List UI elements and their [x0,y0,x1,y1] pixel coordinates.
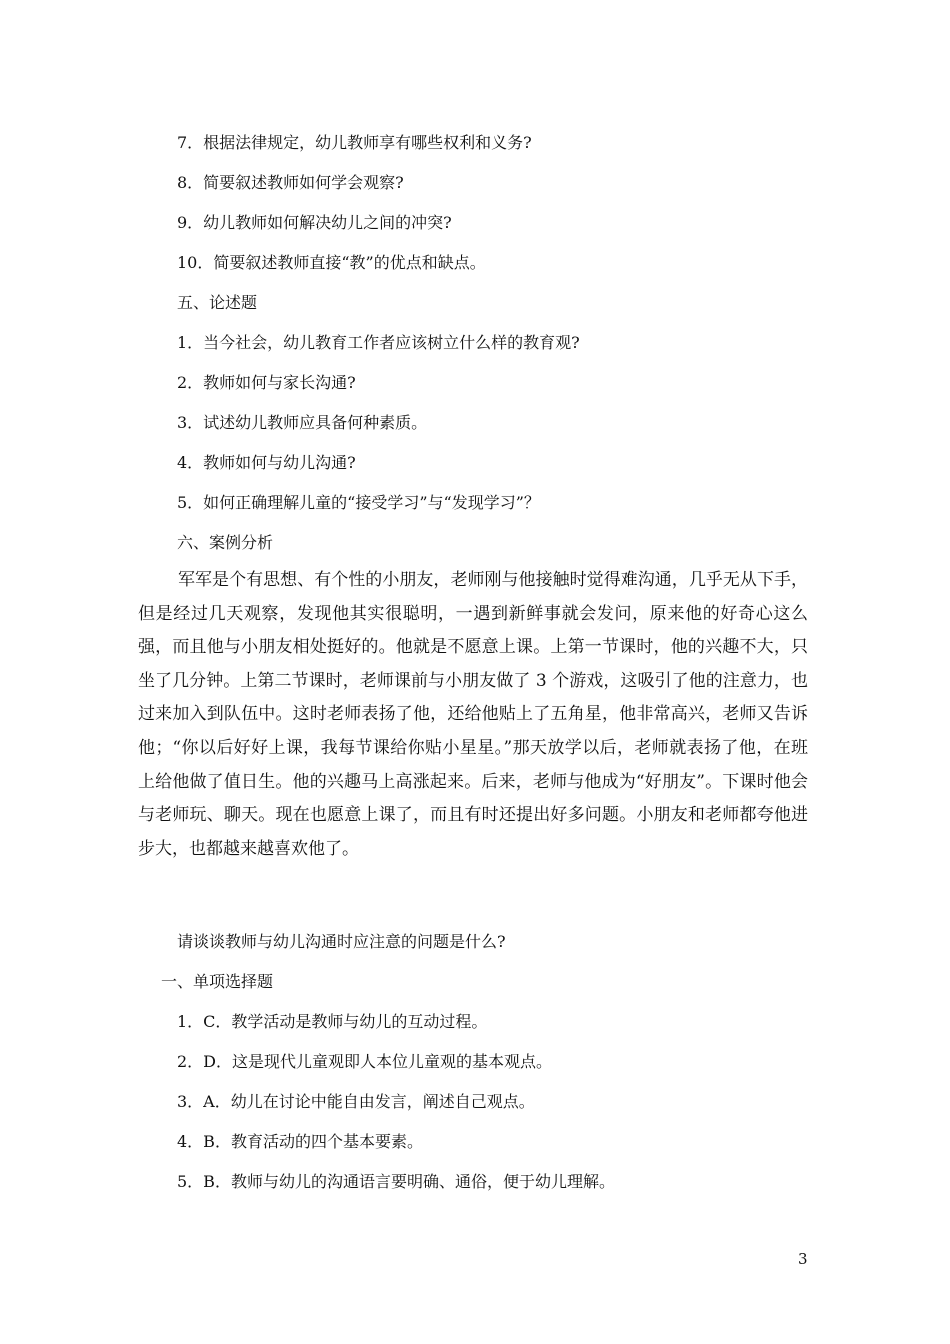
essay-question-3: 3．试述幼儿教师应具备何种素质。 [177,413,428,432]
case-study-paragraph: 军军是个有思想、有个性的小朋友，老师刚与他接触时觉得难沟通，几乎无从下手，但是经过几天观察，发现他其实很聪明，一遇到新鲜事就会发问，原来他的好奇心这么强，而且他与小朋友相处挺好的。他就是不愿意上课。上第一节课时，他的兴趣不大，只坐了几分钟。上第二节课时，老师课前与小朋友做了 3 个游戏，这吸引了他的注意力，也过来加入到队伍中。这时老师表扬了他，还给他贴上了五角星，他非常高兴，老师又告诉他；“你以后好好上课，我每节课给你贴小星星。”那天放学以后，老师就表扬了他，在班上给他做了值日生。他的兴趣马上高涨起来。后来，老师与他成为“好朋友”。下课时他会与老师玩、聊天。现在也愿意上课了，而且有时还提出好多问题。小朋友和老师都夸他进步大，也都越来越喜欢他了。 [138,570,808,859]
section-6-heading: 六、案例分析 [177,533,274,552]
page-number: 3 [798,1250,808,1268]
answers-section-heading: 一、单项选择题 [161,972,274,991]
answer-2: 2．D．这是现代儿童观即人本位儿童观的基本观点。 [177,1052,553,1071]
question-10: 10．简要叙述教师直接“教”的优点和缺点。 [177,253,486,272]
question-9: 9．幼儿教师如何解决幼儿之间的冲突? [177,213,452,232]
section-5-heading: 五、论述题 [177,293,258,312]
essay-question-4: 4．教师如何与幼儿沟通? [177,453,356,472]
answer-1: 1．C．教学活动是教师与幼儿的互动过程。 [177,1012,488,1031]
question-8: 8．简要叙述教师如何学会观察? [177,173,404,192]
essay-question-5: 5．如何正确理解儿童的“接受学习”与“发现学习”？ [177,493,540,512]
answer-4: 4．B．教育活动的四个基本要素。 [177,1132,423,1151]
answer-3: 3．A．幼儿在讨论中能自由发言，阐述自己观点。 [177,1092,535,1111]
answer-5: 5．B．教师与幼儿的沟通语言要明确、通俗，便于幼儿理解。 [177,1172,615,1191]
case-question: 请谈谈教师与幼儿沟通时应注意的问题是什么? [177,932,506,951]
question-7: 7．根据法律规定，幼儿教师享有哪些权利和义务? [177,133,532,152]
essay-question-2: 2．教师如何与家长沟通? [177,373,356,392]
essay-question-1: 1．当今社会，幼儿教育工作者应该树立什么样的教育观? [177,333,580,352]
